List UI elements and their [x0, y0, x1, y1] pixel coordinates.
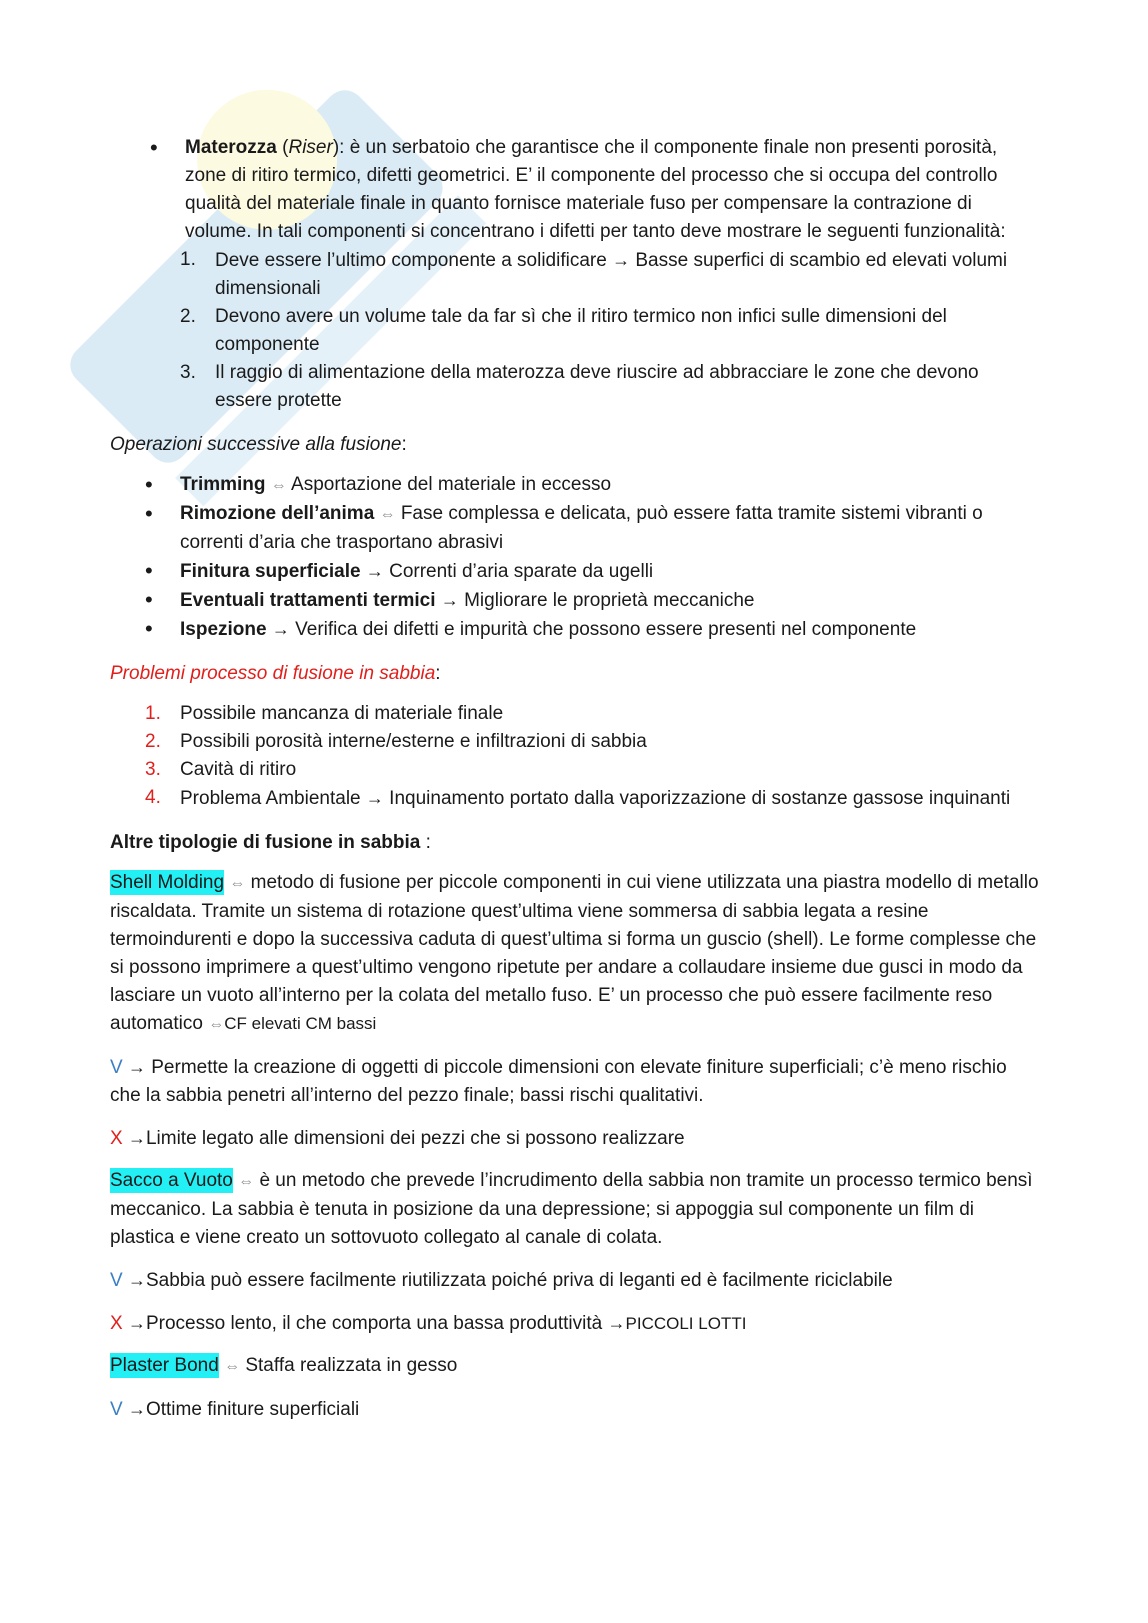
item-text: Asportazione del materiale in eccesso — [291, 474, 612, 495]
shell-note: CF elevati CM bassi — [224, 1014, 377, 1033]
list-item — [110, 471, 1040, 500]
list-text: Il raggio di alimentazione della materozza deve riuscire ad abbracciare le zone che devono essere protette — [215, 362, 979, 411]
arrow-icon: → — [127, 1128, 146, 1148]
con-mark: X — [110, 1313, 123, 1334]
con-text: Processo lento, il che comporta una bassa produttività — [145, 1313, 603, 1334]
arrow-icon: → — [440, 590, 459, 610]
list-after: Basse superfici di scambio ed elevati volumi dimensionali — [215, 250, 1008, 299]
pro-text: Permette la creazione di oggetti di piccole dimensioni con elevate finiture superficiali; c’è meno rischio che la sabbia penetri all’interno del pezzo finale; bassi rischi qualitativi. — [110, 1057, 1007, 1106]
item-term: Rimozione dell’anima — [180, 503, 375, 524]
list-number: 2. — [145, 731, 161, 752]
list-number: 4. — [145, 787, 161, 808]
document-page — [110, 134, 1040, 1438]
riser-list — [145, 246, 1040, 415]
con-text: Limite legato alle dimensioni dei pezzi che si possono realizzare — [145, 1128, 685, 1149]
double-arrow-icon: ⇔ — [208, 1016, 225, 1033]
post-ops-heading — [110, 431, 1040, 459]
others-title: Altre tipologie di fusione in sabbia — [110, 832, 421, 853]
bullet-icon: • — [145, 472, 153, 497]
list-after: Inquinamento portato dalla vaporizzazione di sostanze gassose inquinanti — [389, 788, 1011, 809]
list-item — [145, 303, 1040, 359]
plaster-text: Staffa realizzata in gesso — [245, 1355, 458, 1376]
problems-title: Problemi processo di fusione in sabbia — [110, 663, 436, 684]
arrow-icon: → — [127, 1399, 146, 1419]
list-item — [110, 700, 1040, 728]
riser-bullet — [110, 134, 1040, 415]
shell-text: metodo di fusione per piccole componenti in cui viene utilizzata una piastra modello di metallo riscaldata. Tramite un sistema di rotazione quest’ultima viene sommersa di sabbia legata a resine termoindurenti e dopo la successiva caduta di quest’ultima si forma un guscio (shell). Le forme complesse che si possono imprimere a quest’ultimo vengono ripetute per andare a collaudare insieme due gusci in modo da lasciare un vuoto all’interno per la colata del metallo fuso. E’ un processo che può essere facilmente reso automatico — [110, 872, 1039, 1034]
list-number: 2. — [180, 306, 196, 327]
arrow-icon: → — [271, 619, 290, 639]
list-number: 1. — [180, 249, 196, 270]
arrow-icon: → — [127, 1313, 146, 1333]
list-text: Possibili porosità interne/esterne e infiltrazioni di sabbia — [180, 731, 647, 752]
item-term: Eventuali trattamenti termici — [180, 590, 436, 611]
con-mark: X — [110, 1128, 123, 1149]
double-arrow-icon: ⇔ — [270, 477, 287, 494]
list-number: 3. — [180, 362, 196, 383]
item-term: Trimming — [180, 474, 266, 495]
vacuum-term: Sacco a Vuoto — [110, 1170, 233, 1191]
riser-term-en: Riser — [288, 137, 333, 158]
plaster-term: Plaster Bond — [110, 1355, 219, 1376]
list-text: Devono avere un volume tale da far sì che il ritiro termico non infici sulle dimensioni del componente — [215, 306, 947, 355]
vacuum-pro — [110, 1266, 1040, 1295]
list-item — [110, 615, 1040, 644]
list-item — [110, 500, 1040, 557]
bullet-icon: • — [145, 587, 153, 612]
pro-mark: V — [110, 1399, 123, 1420]
riser-paren: ( — [276, 137, 289, 158]
riser-text: ): è un serbatoio che garantisce che il componente finale non presenti porosità, zone di ritiro termico, difetti geometrici. E’ il componente del processo che si occupa del controllo qualità del materiale finale in quanto fornisce materiale fuso per compensare la contrazione di volume. In tali componenti si concentrano i difetti per tanto deve mostrare le seguenti funzionalità: — [185, 137, 1006, 242]
list-item — [110, 557, 1040, 586]
vacuum-text: è un metodo che prevede l’incrudimento della sabbia non tramite un processo termico bensì meccanico. La sabbia è tenuta in posizione da una depressione; si appoggia sul componente un film di plastica e viene creato un sottovuoto collegato al canale di colata. — [110, 1170, 1033, 1248]
list-item — [110, 784, 1040, 813]
bullet-icon: • — [145, 616, 153, 641]
double-arrow-icon: ⇔ — [379, 506, 396, 523]
shell-paragraph — [110, 869, 1040, 1039]
shell-pro — [110, 1053, 1040, 1110]
bullet-icon: • — [145, 501, 153, 526]
item-text: Correnti d’aria sparate da ugelli — [389, 561, 654, 582]
bullet-icon: • — [150, 135, 158, 160]
arrow-icon: → — [127, 1270, 146, 1290]
colon: : — [435, 663, 441, 684]
list-text: Possibile mancanza di materiale finale — [180, 703, 504, 724]
list-number: 3. — [145, 759, 161, 780]
shell-term: Shell Molding — [110, 872, 225, 893]
double-arrow-icon: ⇔ — [238, 1173, 255, 1190]
problems-heading — [110, 660, 1040, 688]
pro-mark: V — [110, 1057, 123, 1078]
list-item — [110, 728, 1040, 756]
double-arrow-icon: ⇔ — [224, 1358, 241, 1375]
con-after: PICCOLI LOTTI — [625, 1314, 747, 1333]
post-ops-title: Operazioni successive alla fusione — [110, 434, 402, 455]
plaster-paragraph — [110, 1352, 1040, 1381]
item-text: Fase complessa e delicata, può essere fatta tramite sistemi vibranti o correnti d’aria che trasportano abrasivi — [180, 503, 983, 553]
arrow-icon: → — [127, 1057, 146, 1077]
vacuum-con — [110, 1309, 1040, 1338]
list-item — [145, 359, 1040, 415]
pro-text: Ottime finiture superficiali — [145, 1399, 360, 1420]
pro-text: Sabbia può essere facilmente riutilizzata poiché priva di leganti ed è facilmente riciclabile — [145, 1270, 893, 1291]
list-item — [145, 246, 1040, 303]
plaster-pro — [110, 1395, 1040, 1424]
arrow-icon: → — [607, 1313, 626, 1333]
bullet-icon: • — [145, 558, 153, 583]
list-number: 1. — [145, 703, 161, 724]
item-text: Verifica dei difetti e impurità che possono essere presenti nel componente — [295, 619, 917, 640]
shell-con — [110, 1124, 1040, 1153]
colon: : — [401, 434, 407, 455]
double-arrow-icon: ⇔ — [229, 875, 246, 892]
list-item — [110, 586, 1040, 615]
vacuum-paragraph — [110, 1167, 1040, 1252]
item-term: Ispezione — [180, 619, 267, 640]
list-text: Deve essere l’ultimo componente a solidificare — [215, 250, 607, 271]
item-text: Migliorare le proprietà meccaniche — [464, 590, 755, 611]
colon: : — [420, 832, 431, 853]
riser-term: Materozza — [185, 137, 277, 158]
list-item — [110, 756, 1040, 784]
pro-mark: V — [110, 1270, 123, 1291]
arrow-icon: → — [612, 250, 631, 270]
problems-list — [110, 700, 1040, 813]
others-heading — [110, 829, 1040, 857]
arrow-icon: → — [365, 788, 384, 808]
item-term: Finitura superficiale — [180, 561, 361, 582]
post-ops-list — [110, 471, 1040, 644]
list-text: Cavità di ritiro — [180, 759, 297, 780]
list-text: Problema Ambientale — [180, 788, 361, 809]
arrow-icon: → — [365, 561, 384, 581]
